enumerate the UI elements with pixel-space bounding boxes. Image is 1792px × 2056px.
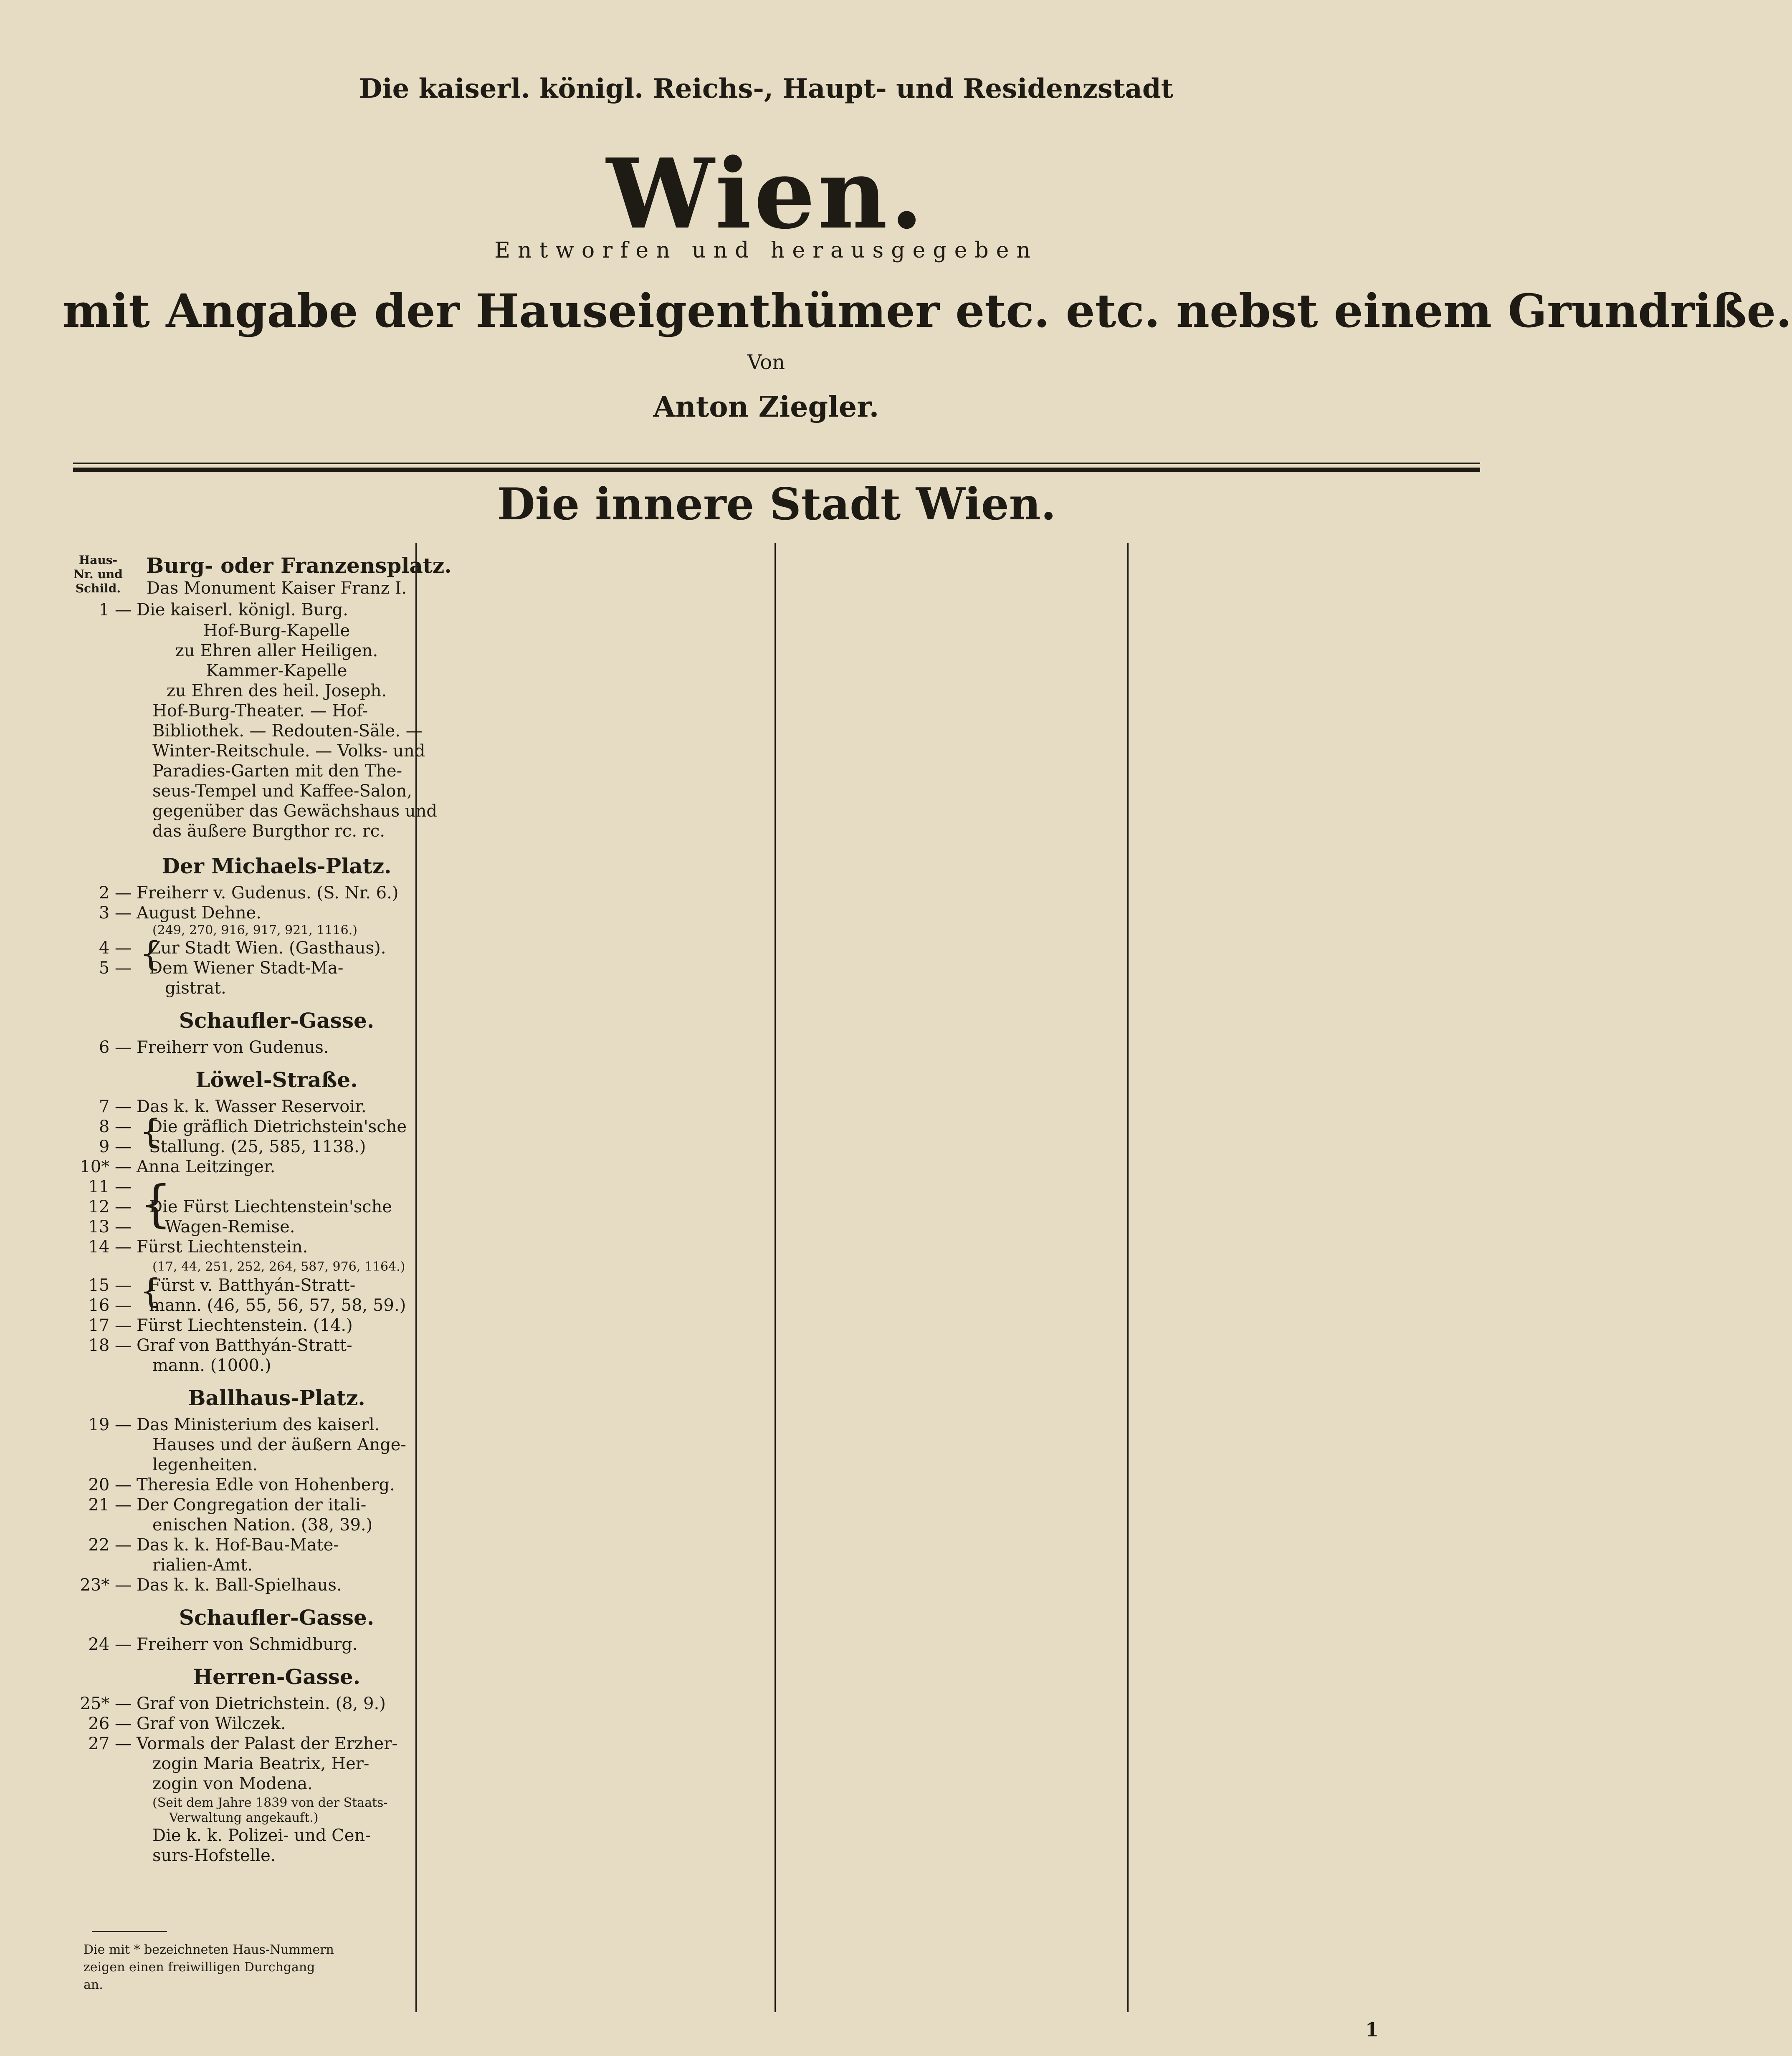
entry-text: Das Ministerium des kaiserl. xyxy=(137,1415,380,1434)
page-title: Wien. xyxy=(606,138,926,250)
entry-text: Zur Stadt Wien. (Gasthaus). xyxy=(149,938,386,958)
house-number: 21 — xyxy=(88,1495,132,1515)
house-number: 23* — xyxy=(80,1576,132,1595)
entry-line: Die k. k. Polizei- und Cen- xyxy=(152,1826,371,1845)
house-number: 9 — xyxy=(99,1137,132,1156)
entry-text: Das k. k. Ball-Spielhaus. xyxy=(137,1576,342,1595)
section-title: Die innere Stadt Wien. xyxy=(497,478,1056,530)
house-number: 20 — xyxy=(88,1475,132,1495)
entry-line: mann. (1000.) xyxy=(152,1356,271,1375)
entry-note: (17, 44, 251, 252, 264, 587, 976, 1164.) xyxy=(152,1259,405,1274)
house-entry xyxy=(73,1157,407,1177)
street-heading: Herren-Gasse. xyxy=(192,1664,361,1689)
house-entry xyxy=(73,1197,407,1217)
entry-line: enischen Nation. (38, 39.) xyxy=(152,1515,373,1535)
house-number: 25* — xyxy=(80,1694,132,1713)
entry-line: das äußere Burgthor rc. rc. xyxy=(152,822,385,841)
entry-text: Fürst v. Batthyán-Stratt- xyxy=(149,1276,356,1295)
house-number: 6 — xyxy=(99,1038,132,1057)
column-divider xyxy=(1127,543,1129,2012)
entry-line: zogin von Modena. xyxy=(152,1774,313,1793)
house-number: 26 — xyxy=(88,1714,132,1733)
entry-note: Verwaltung angekauft.) xyxy=(169,1811,319,1825)
house-number: 18 — xyxy=(88,1336,132,1355)
entry-line: rialien-Amt. xyxy=(152,1555,253,1575)
house-entry xyxy=(73,1575,407,1595)
column-divider xyxy=(775,543,776,2012)
street-heading: Löwel-Straße. xyxy=(195,1067,358,1092)
entry-text: Freiherr von Schmidburg. xyxy=(137,1635,358,1654)
house-number: 7 — xyxy=(99,1097,132,1116)
entry-line: gegenüber das Gewächshaus und xyxy=(152,802,438,821)
header-line-3: Entworfen und herausgegeben xyxy=(494,238,1038,263)
entry-line: zu Ehren des heil. Joseph. xyxy=(166,681,387,701)
house-entry xyxy=(73,1315,407,1335)
house-entry xyxy=(73,938,407,958)
house-number: 24 — xyxy=(88,1635,132,1654)
street-heading: Ballhaus-Platz. xyxy=(188,1386,365,1410)
house-number: 8 — xyxy=(99,1117,132,1136)
entry-text: Freiherr v. Gudenus. (S. Nr. 6.) xyxy=(137,883,399,903)
entry-line: Hof-Burg-Theater. — Hof- xyxy=(152,701,368,721)
header-author: Anton Ziegler. xyxy=(653,390,879,424)
house-entry xyxy=(73,903,407,923)
footnote: Die mit * bezeichneten Haus-Nummern zeigen einen freiwilligen Durchgang an. xyxy=(84,1942,334,1992)
street-heading: Der Michaels-Platz. xyxy=(162,854,392,878)
brace-glyph: { xyxy=(140,1175,172,1233)
header-line-1: Die kaiserl. königl. Reichs-, Haupt- und Residenzstadt xyxy=(359,73,1174,104)
entry-line: legenheiten. xyxy=(152,1455,258,1474)
house-number: 15 — xyxy=(88,1276,132,1295)
house-entry xyxy=(73,1117,407,1137)
entry-line: zu Ehren aller Heiligen. xyxy=(175,641,378,660)
street-heading: Schaufler-Gasse. xyxy=(179,1605,375,1630)
entry-text: Die Fürst Liechtenstein'sche xyxy=(149,1197,392,1216)
entry-text: Stallung. (25, 585, 1138.) xyxy=(149,1137,366,1156)
house-entry xyxy=(73,1535,407,1555)
brace-glyph: { xyxy=(140,1272,161,1310)
entry-text: Theresia Edle von Hohenberg. xyxy=(137,1475,395,1495)
entry-text: mann. (46, 55, 56, 57, 58, 59.) xyxy=(149,1296,406,1315)
house-entry xyxy=(73,1217,407,1237)
footnote-rule xyxy=(92,1931,167,1932)
entry-text: Anna Leitzinger. xyxy=(137,1157,276,1176)
entry-line: Paradies-Garten mit den The- xyxy=(152,761,402,781)
entry-note: (Seit dem Jahre 1839 von der Staats- xyxy=(152,1796,388,1810)
house-number: 17 — xyxy=(88,1316,132,1335)
header-von: Von xyxy=(747,351,785,374)
house-number: 27 — xyxy=(88,1734,132,1753)
column-header: Haus-Nr. und Schild. xyxy=(73,553,123,595)
house-entry xyxy=(73,1714,407,1734)
house-number: 16 — xyxy=(88,1296,132,1315)
street-heading: Burg- oder Franzensplatz. xyxy=(146,553,452,578)
entry-text: Fürst Liechtenstein. xyxy=(137,1237,308,1257)
house-entry xyxy=(73,1634,407,1654)
entry-line: Hof-Burg-Kapelle xyxy=(203,621,350,640)
house-number: 11 — xyxy=(88,1177,132,1196)
house-entry xyxy=(73,1335,407,1355)
entry-text: Graf von Batthyán-Stratt- xyxy=(137,1336,352,1355)
entry-text: Das Monument Kaiser Franz I. xyxy=(146,579,407,598)
header-rule-thick xyxy=(73,468,1480,472)
header-line-4: mit Angabe der Hauseigenthümer etc. etc. nebst einem Grundriße. xyxy=(63,284,1792,338)
entry-line: Hauses und der äußern Ange- xyxy=(152,1435,406,1454)
house-number: 14 — xyxy=(88,1237,132,1257)
house-entry xyxy=(73,1694,407,1714)
entry-text: Fürst Liechtenstein. (14.) xyxy=(137,1316,353,1335)
column-divider xyxy=(415,543,417,2012)
house-entry xyxy=(73,1415,407,1435)
house-entry xyxy=(73,1097,407,1117)
entry-text: August Dehne. xyxy=(137,903,261,923)
entry-text: Der Congregation der itali- xyxy=(137,1495,367,1515)
page-number: 1 xyxy=(1365,2018,1379,2041)
entry-line: Winter-Reitschule. — Volks- und xyxy=(152,741,425,761)
house-entry xyxy=(73,1177,407,1197)
entry-note: (249, 270, 916, 917, 921, 1116.) xyxy=(152,923,357,938)
entry-text: Die kaiserl. königl. Burg. xyxy=(137,600,348,620)
entry-text: Graf von Dietrichstein. (8, 9.) xyxy=(137,1694,386,1713)
house-number: 5 — xyxy=(99,958,132,978)
house-entry xyxy=(73,1295,407,1315)
entry-line: Kammer-Kapelle xyxy=(206,661,347,680)
house-entry xyxy=(73,1237,407,1257)
entry-text: Vormals der Palast der Erzher- xyxy=(137,1734,397,1753)
house-number: 4 — xyxy=(99,938,132,958)
entry-line: Wagen-Remise. xyxy=(165,1217,295,1237)
entry-text: Graf von Wilczek. xyxy=(137,1714,286,1733)
house-entry xyxy=(73,958,407,978)
entry-text: Die gräflich Dietrichstein'sche xyxy=(149,1117,407,1136)
house-entry xyxy=(73,600,407,620)
header-rule-thin xyxy=(73,463,1480,464)
house-entry xyxy=(73,1495,407,1515)
entry-line: gistrat. xyxy=(165,979,226,998)
house-number: 10* — xyxy=(80,1157,132,1176)
house-entry xyxy=(73,1137,407,1157)
house-number: 3 — xyxy=(99,903,132,923)
street-heading: Schaufler-Gasse. xyxy=(179,1008,375,1033)
house-entry xyxy=(73,1734,407,1754)
house-entry xyxy=(73,1475,407,1495)
brace-glyph: { xyxy=(140,1112,161,1151)
entry-text: Dem Wiener Stadt-Ma- xyxy=(149,958,344,978)
house-number: 13 — xyxy=(88,1217,132,1237)
entry-line: seus-Tempel und Kaffee-Salon, xyxy=(152,781,412,801)
entry-line: Bibliothek. — Redouten-Säle. — xyxy=(152,721,423,741)
house-entry xyxy=(73,1275,407,1295)
house-entry xyxy=(73,1037,407,1057)
house-number: 2 — xyxy=(99,883,132,903)
entry-text: Freiherr von Gudenus. xyxy=(137,1038,329,1057)
brace-glyph: { xyxy=(140,934,161,973)
entry-line: surs-Hofstelle. xyxy=(152,1846,276,1865)
entry-line: zogin Maria Beatrix, Her- xyxy=(152,1754,370,1773)
house-number: 1 — xyxy=(99,600,132,620)
house-number: 12 — xyxy=(88,1197,132,1216)
house-number: 22 — xyxy=(88,1535,132,1555)
entry-text: Das k. k. Wasser Reservoir. xyxy=(137,1097,367,1116)
house-number: 19 — xyxy=(88,1415,132,1434)
entry-text: Das k. k. Hof-Bau-Mate- xyxy=(137,1535,339,1555)
house-entry xyxy=(73,883,407,903)
